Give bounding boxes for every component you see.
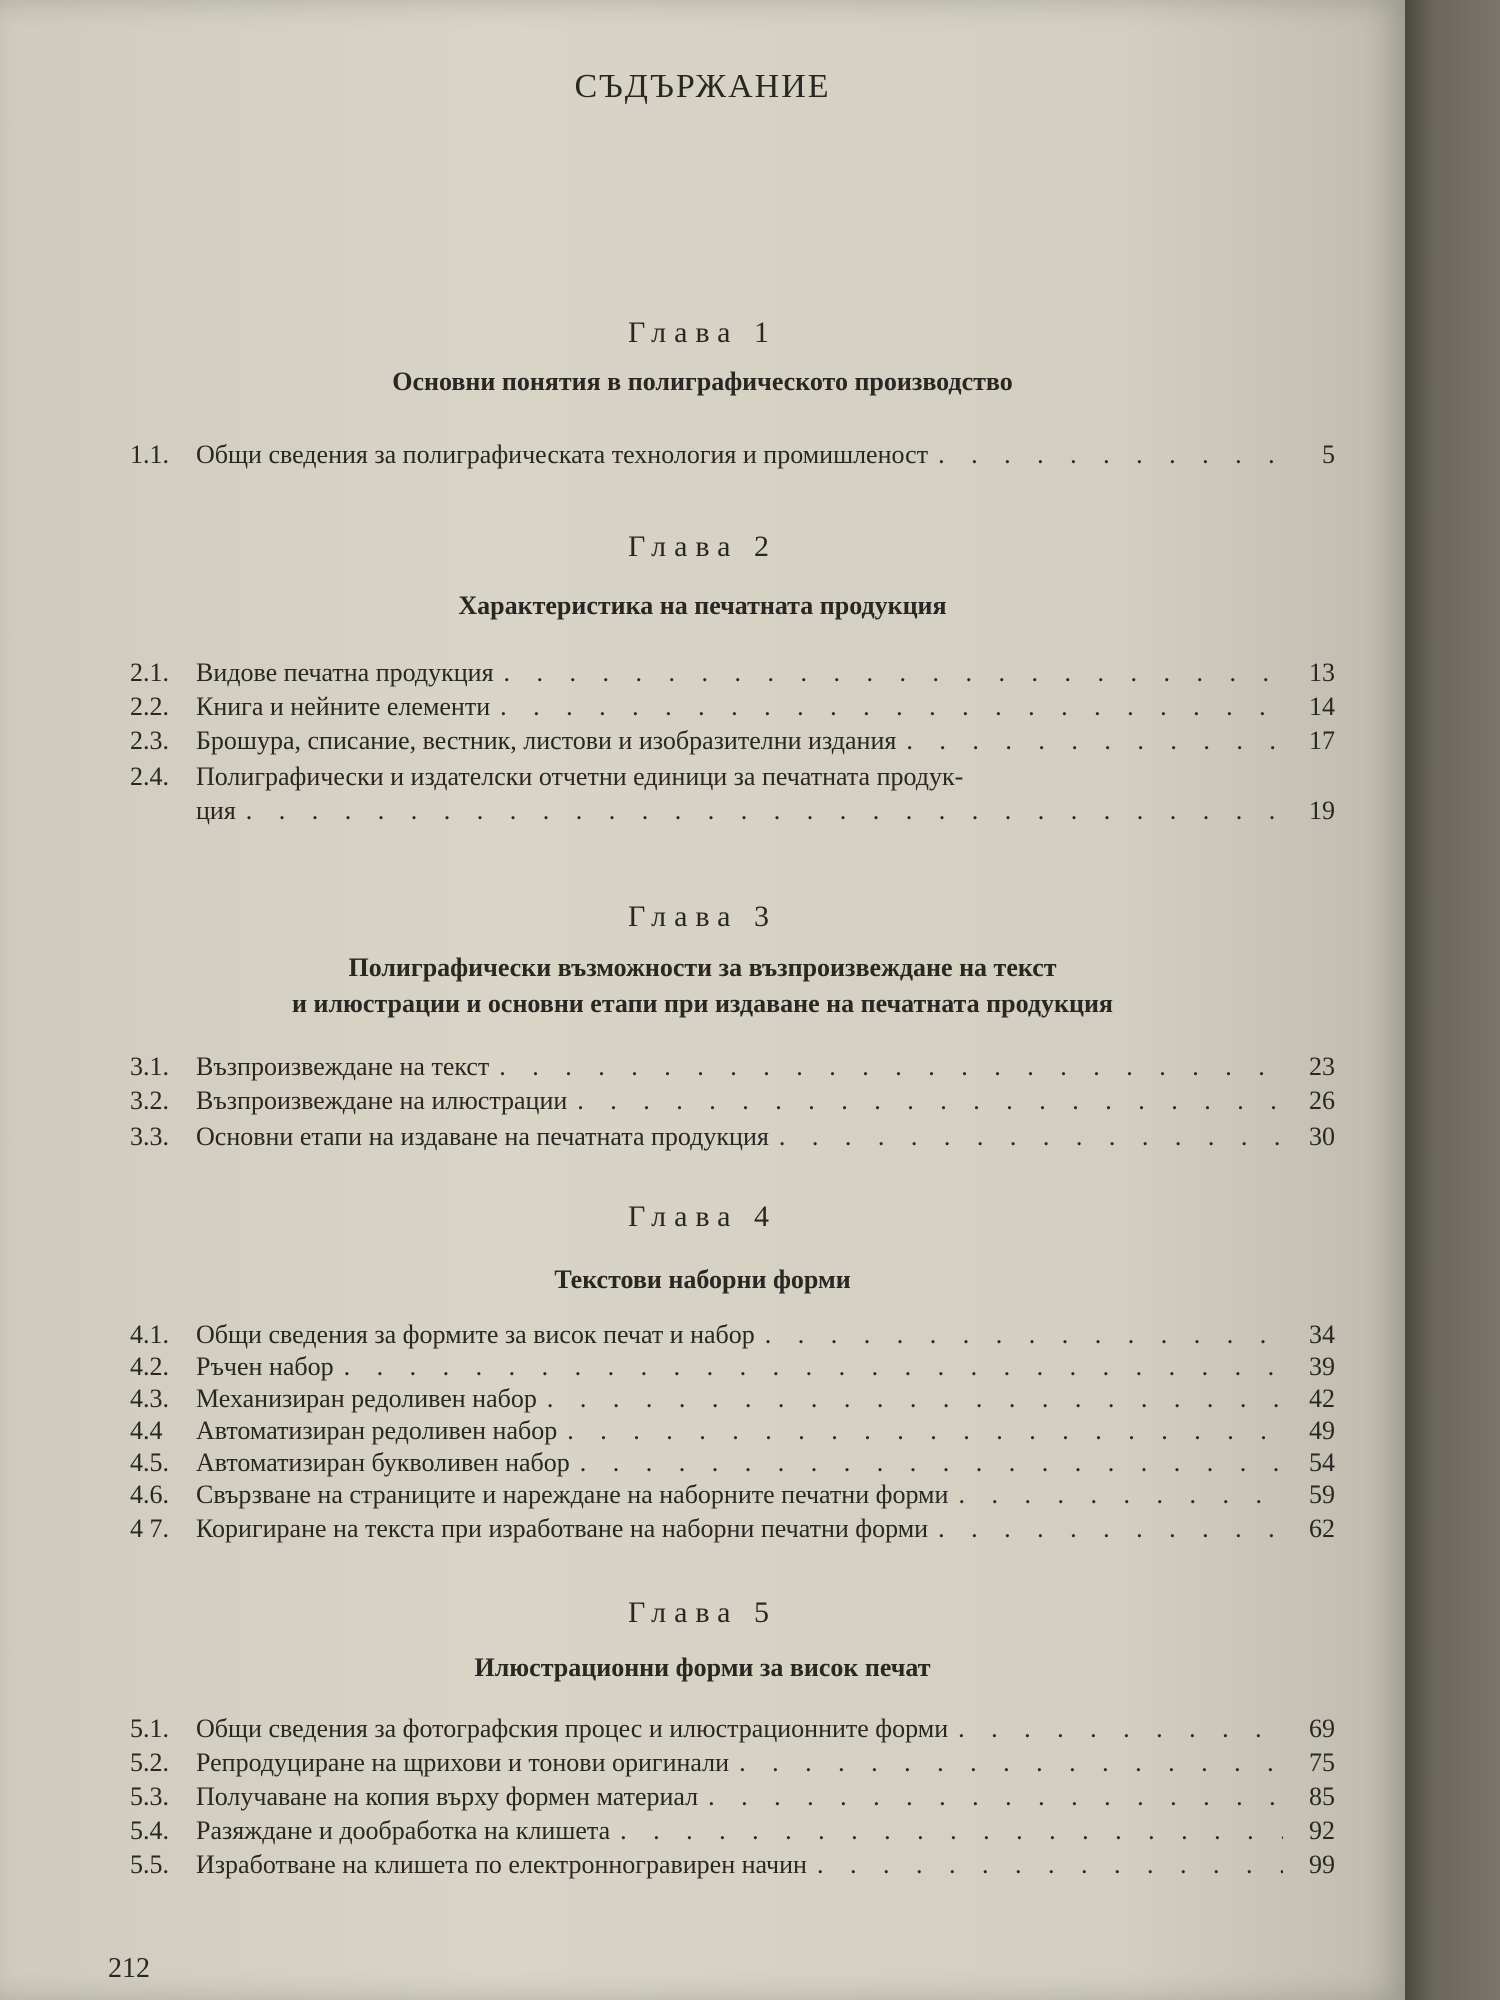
toc-entry[interactable] bbox=[130, 1416, 1335, 1446]
chapter-5-label: Глава 5 bbox=[628, 1596, 777, 1629]
leader-dots bbox=[500, 692, 1283, 722]
leader-dots bbox=[577, 1086, 1283, 1116]
entry-page: 30 bbox=[1309, 1122, 1335, 1151]
chapter-1-label: Глава 1 bbox=[628, 316, 777, 349]
entry-page: 62 bbox=[1309, 1514, 1335, 1543]
leader-dots bbox=[708, 1782, 1283, 1812]
leader-dots bbox=[817, 1850, 1283, 1880]
chapter-3-name-line1: Полиграфически възможности за възпроизвеждане на текст bbox=[348, 953, 1057, 982]
entry-text: Видове печатна продукция bbox=[196, 658, 494, 687]
toc-entry[interactable] bbox=[130, 1052, 1335, 1082]
entry-number: 5.1. bbox=[130, 1714, 169, 1743]
leader-dots bbox=[779, 1122, 1283, 1152]
entry-number: 4.5. bbox=[130, 1448, 169, 1477]
entry-number: 4.6. bbox=[130, 1480, 169, 1509]
entry-page: 23 bbox=[1309, 1052, 1335, 1081]
chapter-4-label: Глава 4 bbox=[628, 1200, 777, 1233]
leader-dots bbox=[765, 1320, 1283, 1350]
entry-number: 5.3. bbox=[130, 1782, 169, 1811]
entry-page: 17 bbox=[1309, 726, 1335, 755]
toc-entry[interactable] bbox=[130, 1320, 1335, 1350]
entry-text: Книга и нейните елементи bbox=[196, 692, 491, 721]
entry-text: Основни етапи на издаване на печатната продукция bbox=[196, 1122, 769, 1151]
entry-number: 5.2. bbox=[130, 1748, 169, 1777]
chapter-1-name: Основни понятия в полиграфическото производство bbox=[392, 367, 1013, 396]
entry-number: 4.3. bbox=[130, 1384, 169, 1413]
entry-number: 4.2. bbox=[130, 1352, 169, 1381]
entry-page: 99 bbox=[1309, 1850, 1335, 1879]
toc-entry[interactable] bbox=[130, 1352, 1335, 1382]
leader-dots bbox=[620, 1816, 1283, 1846]
entry-text: Общи сведения за полиграфическата технология и промишленост bbox=[196, 440, 929, 469]
entry-page: 13 bbox=[1309, 658, 1335, 687]
entry-page: 92 bbox=[1309, 1816, 1335, 1845]
entry-text: Ръчен набор bbox=[196, 1352, 334, 1381]
chapter-2-name: Характеристика на печатната продукция bbox=[458, 591, 947, 620]
chapter-5-name: Илюстрационни форми за висок печат bbox=[474, 1653, 931, 1682]
entry-text: Общи сведения за фотографския процес и илюстрационните форми bbox=[196, 1714, 949, 1743]
leader-dots bbox=[504, 658, 1283, 688]
entry-page: 75 bbox=[1309, 1748, 1335, 1777]
leader-dots bbox=[567, 1416, 1283, 1446]
toc-entry[interactable] bbox=[130, 1782, 1335, 1812]
toc-entry[interactable] bbox=[130, 1816, 1335, 1846]
toc-entry[interactable] bbox=[130, 1514, 1335, 1544]
entry-number: 4.1. bbox=[130, 1320, 169, 1349]
entry-text: Общи сведения за формите за висок печат и набор bbox=[196, 1320, 755, 1349]
leader-dots bbox=[906, 726, 1283, 756]
toc-entry[interactable] bbox=[130, 726, 1335, 756]
entry-text: Възпроизвеждане на илюстрации bbox=[196, 1086, 568, 1115]
entry-number: 2.1. bbox=[130, 658, 169, 687]
entry-page: 42 bbox=[1309, 1384, 1335, 1413]
entry-page: 39 bbox=[1309, 1352, 1335, 1381]
toc-entry[interactable] bbox=[130, 692, 1335, 722]
leader-dots bbox=[958, 1714, 1283, 1744]
entry-number: 3.3. bbox=[130, 1122, 169, 1151]
entry-text: Изработване на клишета по електронногравирен начин bbox=[196, 1850, 807, 1879]
toc-entry[interactable] bbox=[130, 1122, 1335, 1152]
leader-dots bbox=[499, 1052, 1283, 1082]
entry-text-continued: ция bbox=[196, 796, 236, 825]
entry-text: Коригиране на текста при изработване на наборни печатни форми bbox=[196, 1514, 929, 1543]
toc-entry[interactable] bbox=[130, 1748, 1335, 1778]
leader-dots bbox=[739, 1748, 1283, 1778]
toc-entry[interactable] bbox=[130, 658, 1335, 688]
entry-page: 59 bbox=[1309, 1480, 1335, 1509]
toc-entry[interactable] bbox=[130, 440, 1335, 470]
entry-text: Репродуциране на щрихови и тонови оригинали bbox=[196, 1748, 730, 1777]
toc-entry[interactable] bbox=[130, 762, 1335, 792]
toc-entry[interactable] bbox=[130, 1850, 1335, 1880]
entry-page: 26 bbox=[1309, 1086, 1335, 1115]
entry-text: Брошура, списание, вестник, листови и изобразителни издания bbox=[196, 726, 897, 755]
entry-text: Получаване на копия върху формен материал bbox=[196, 1782, 699, 1811]
chapter-3-name-line2: и илюстрации и основни етапи при издаване на печатната продукция bbox=[291, 989, 1113, 1018]
entry-page: 85 bbox=[1309, 1782, 1335, 1811]
page-number: 212 bbox=[108, 1953, 150, 1984]
leader-dots bbox=[938, 1514, 1283, 1544]
toc-entry[interactable] bbox=[130, 1384, 1335, 1414]
toc-title: СЪДЪРЖАНИЕ bbox=[574, 68, 831, 105]
leader-dots bbox=[580, 1448, 1283, 1478]
entry-page: 34 bbox=[1309, 1320, 1335, 1349]
entry-text: Възпроизвеждане на текст bbox=[196, 1052, 490, 1081]
entry-number: 4 7. bbox=[130, 1514, 169, 1543]
entry-page: 14 bbox=[1309, 692, 1335, 721]
toc-entry[interactable] bbox=[130, 1714, 1335, 1744]
toc-entry[interactable] bbox=[130, 1086, 1335, 1116]
entry-page: 49 bbox=[1309, 1416, 1335, 1445]
entry-number: 1.1. bbox=[130, 440, 169, 469]
entry-page: 19 bbox=[1309, 796, 1335, 825]
entry-number: 4.4 bbox=[130, 1416, 163, 1445]
leader-dots bbox=[938, 440, 1283, 470]
toc-entry-continuation[interactable] bbox=[196, 796, 1335, 826]
chapter-3-label: Глава 3 bbox=[628, 900, 777, 933]
entry-text: Разяждане и дообработка на клишета bbox=[196, 1816, 611, 1845]
entry-number: 2.3. bbox=[130, 726, 169, 755]
leader-dots bbox=[344, 1352, 1283, 1382]
entry-page: 5 bbox=[1322, 440, 1335, 469]
leader-dots bbox=[246, 796, 1283, 826]
entry-text: Полиграфически и издателски отчетни единици за печатната продук- bbox=[196, 762, 964, 791]
leader-dots bbox=[547, 1384, 1283, 1414]
entry-number: 2.4. bbox=[130, 762, 169, 791]
toc-entry[interactable] bbox=[130, 1480, 1335, 1510]
entry-number: 3.1. bbox=[130, 1052, 169, 1081]
leader-dots bbox=[958, 1480, 1283, 1510]
entry-text: Автоматизиран редоливен набор bbox=[196, 1416, 558, 1445]
facing-page-edge bbox=[1405, 0, 1500, 2000]
chapter-2-label: Глава 2 bbox=[628, 530, 777, 563]
toc-entry[interactable] bbox=[130, 1448, 1335, 1478]
chapter-4-name: Текстови наборни форми bbox=[554, 1265, 851, 1294]
entry-number: 2.2. bbox=[130, 692, 169, 721]
entry-number: 3.2. bbox=[130, 1086, 169, 1115]
entry-text: Механизиран редоливен набор bbox=[196, 1384, 537, 1413]
entry-number: 5.4. bbox=[130, 1816, 169, 1845]
entry-text: Автоматизиран букволивен набор bbox=[196, 1448, 570, 1477]
entry-page: 69 bbox=[1309, 1714, 1335, 1743]
entry-page: 54 bbox=[1309, 1448, 1335, 1477]
entry-text: Свързване на страниците и нареждане на наборните печатни форми bbox=[196, 1480, 949, 1509]
entry-number: 5.5. bbox=[130, 1850, 169, 1879]
